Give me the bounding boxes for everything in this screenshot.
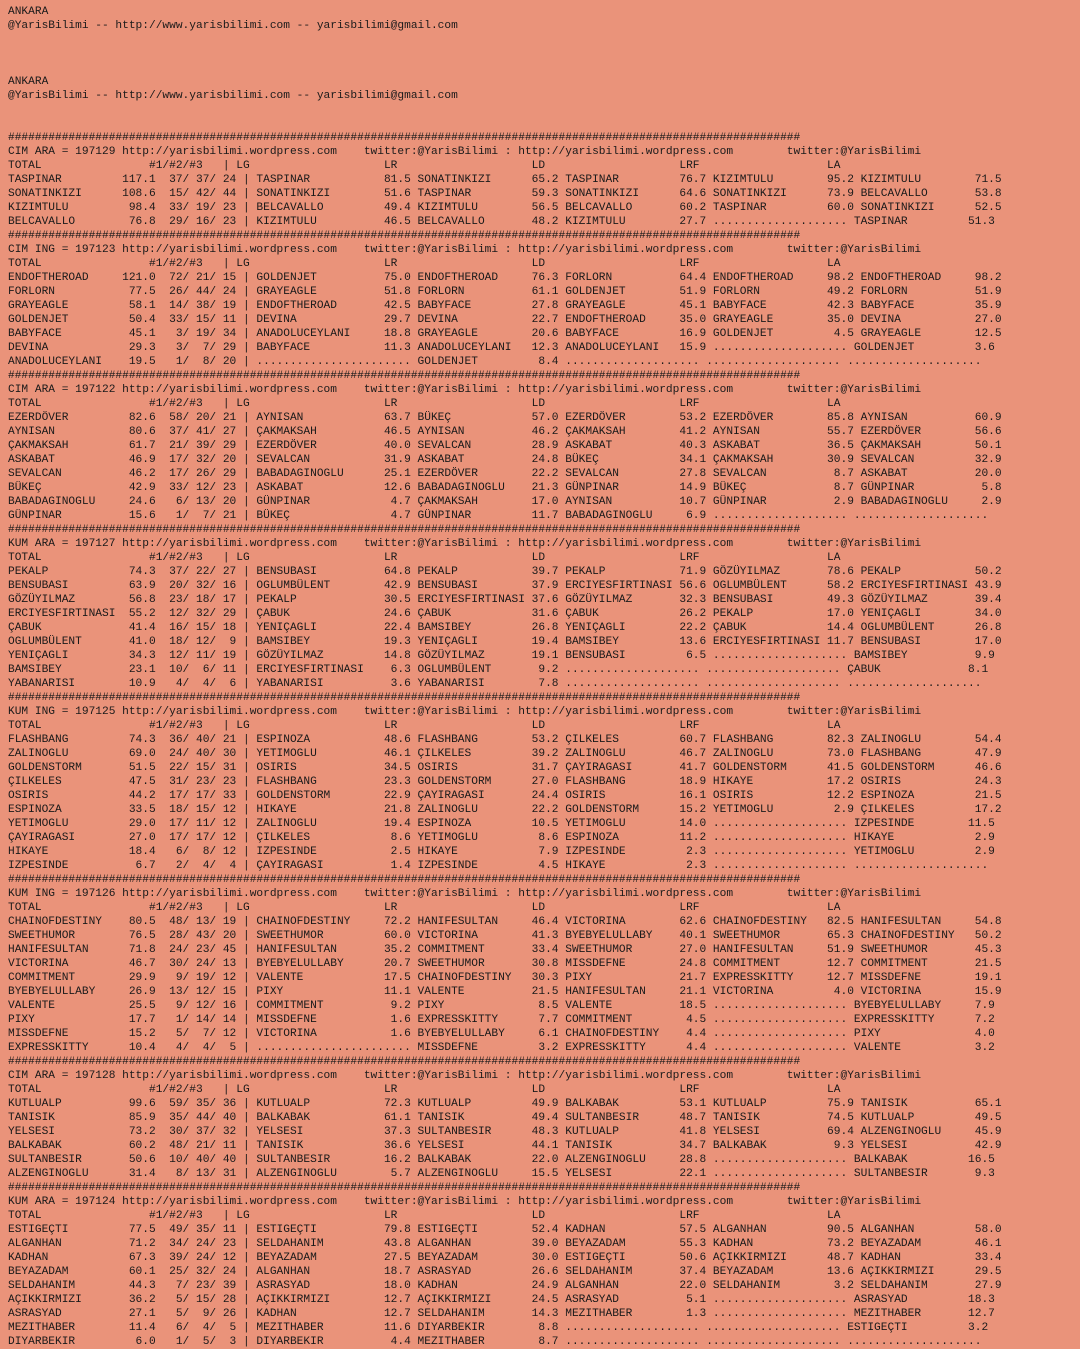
race-header-line: CIM ARA = 197129 http://yarisbilimi.wordpress.com twitter:@YarisBilimi : http://yarisbilimi.wordpress.com twitter:@YarisBilimi [8, 146, 922, 158]
horse-row: BABADAGINOGLU 24.6 6/ 13/ 20 | GÜNPINAR 4.7 ÇAKMAKSAH 17.0 AYNISAN 10.7 GÜNPINAR 2.9 BABADAGINOGLU 2.9 [8, 496, 1002, 508]
horse-row: PIXY 17.7 1/ 14/ 14 | MISSDEFNE 1.6 EXPRESSKITTY 7.7 COMMITMENT 4.5 .................... EXPRESSKITTY 7.2 [8, 1014, 995, 1026]
horse-row: ÇAYIRAGASI 27.0 17/ 17/ 12 | ÇILKELES 8.6 YETIMOGLU 8.6 ESPINOZA 11.2 .................... HIKAYE 2.9 [8, 832, 995, 844]
blank-line [8, 33, 1080, 47]
horse-row: MEZITHABER 11.4 6/ 4/ 5 | MEZITHABER 11.6 DIYARBEKIR 8.8 .................... .................... ESTIGEÇTI 3.2 [8, 1322, 989, 1334]
horse-row: CHAINOFDESTINY 80.5 48/ 13/ 19 | CHAINOFDESTINY 72.2 HANIFESULTAN 46.4 VICTORINA 62.6 CHAINOFDESTINY 82.5 HANIFESULTAN 54.8 [8, 916, 1002, 928]
separator-line: ###################################################################################################################### [8, 874, 801, 886]
horse-row: ASKABAT 46.9 17/ 32/ 20 | SEVALCAN 31.9 ASKABAT 24.8 BÜKEÇ 34.1 ÇAKMAKSAH 30.9 SEVALCAN 32.9 [8, 454, 1002, 466]
horse-row: GOLDENSTORM 51.5 22/ 15/ 31 | OSIRIS 34.5 OSIRIS 31.7 ÇAYIRAGASI 41.7 GOLDENSTORM 41.5 GOLDENSTORM 46.6 [8, 762, 1002, 774]
horse-row: TANISIK 85.9 35/ 44/ 40 | BALKABAK 61.1 TANISIK 49.4 SULTANBESIR 48.7 TANISIK 74.5 KUTLUALP 49.5 [8, 1112, 1002, 1124]
horse-row: ZALINOGLU 69.0 24/ 40/ 30 | YETIMOGLU 46.1 ÇILKELES 39.2 ZALINOGLU 46.7 ZALINOGLU 73.0 FLASHBANG 47.9 [8, 748, 1002, 760]
horse-row: IZPESINDE 6.7 2/ 4/ 4 | ÇAYIRAGASI 1.4 IZPESINDE 4.5 HIKAYE 2.3 .................... .................... [8, 860, 989, 872]
horse-row: SULTANBESIR 50.6 10/ 40/ 40 | SULTANBESIR 16.2 BALKABAK 22.0 ALZENGINOGLU 28.8 .................... BALKABAK 16.5 [8, 1154, 995, 1166]
horse-row: SEVALCAN 46.2 17/ 26/ 29 | BABADAGINOGLU 25.1 EZERDÖVER 22.2 SEVALCAN 27.8 SEVALCAN 8.7 ASKABAT 20.0 [8, 468, 1002, 480]
horse-row: GÖZÜYILMAZ 56.8 23/ 18/ 17 | PEKALP 30.5 ERCIYESFIRTINASI 37.6 GÖZÜYILMAZ 32.3 BENSUBASI 49.3 GÖZÜYILMAZ 39.4 [8, 594, 1002, 606]
separator-line: ###################################################################################################################### [8, 524, 801, 536]
horse-row: SELDAHANIM 44.3 7/ 23/ 39 | ASRASYAD 18.0 KADHAN 24.9 ALGANHAN 22.0 SELDAHANIM 3.2 SELDAHANIM 27.9 [8, 1280, 1002, 1292]
horse-row: VICTORINA 46.7 30/ 24/ 13 | BYEBYELULLABY 20.7 SWEETHUMOR 30.8 MISSDEFNE 24.8 COMMITMENT 12.7 COMMITMENT 21.5 [8, 958, 1002, 970]
blank-line [8, 117, 1080, 131]
horse-row: ÇABUK 41.4 16/ 15/ 18 | YENIÇAGLI 22.4 BAMSIBEY 26.8 YENIÇAGLI 22.2 ÇABUK 14.4 OGLUMBÜLENT 26.8 [8, 622, 1002, 634]
column-header-line: TOTAL #1/#2/#3 | LG LR LD LRF LA [8, 552, 841, 564]
horse-row: HANIFESULTAN 71.8 24/ 23/ 45 | HANIFESULTAN 35.2 COMMITMENT 33.4 SWEETHUMOR 27.0 HANIFESULTAN 51.9 SWEETHUMOR 45.3 [8, 944, 1002, 956]
title-line: @YarisBilimi -- http://www.yarisbilimi.com -- yarisbilimi@gmail.com [8, 90, 458, 102]
horse-row: SONATINKIZI 108.6 15/ 42/ 44 | SONATINKIZI 51.6 TASPINAR 59.3 SONATINKIZI 64.6 SONATINKIZI 73.9 BELCAVALLO 53.8 [8, 188, 1002, 200]
horse-row: BEYAZADAM 60.1 25/ 32/ 24 | ALGANHAN 18.7 ASRASYAD 26.6 SELDAHANIM 37.4 BEYAZADAM 13.6 AÇIKKIRMIZI 29.5 [8, 1266, 1002, 1278]
separator-line: ###################################################################################################################### [8, 692, 801, 704]
horse-row: PEKALP 74.3 37/ 22/ 27 | BENSUBASI 64.8 PEKALP 39.7 PEKALP 71.9 GÖZÜYILMAZ 78.6 PEKALP 50.2 [8, 566, 1002, 578]
separator-line: ###################################################################################################################### [8, 230, 801, 242]
horse-row: BABYFACE 45.1 3/ 19/ 34 | ANADOLUCEYLANI 18.8 GRAYEAGLE 20.6 BABYFACE 16.9 GOLDENJET 4.5 GRAYEAGLE 12.5 [8, 328, 1002, 340]
horse-row: YELSESI 73.2 30/ 37/ 32 | YELSESI 37.3 SULTANBESIR 48.3 KUTLUALP 41.8 YELSESI 69.4 ALZENGINOGLU 45.9 [8, 1126, 1002, 1138]
horse-row: AÇIKKIRMIZI 36.2 5/ 15/ 28 | AÇIKKIRMIZI 12.7 AÇIKKIRMIZI 24.5 ASRASYAD 5.1 .................... ASRASYAD 18.3 [8, 1294, 995, 1306]
horse-row: KUTLUALP 99.6 59/ 35/ 36 | KUTLUALP 72.3 KUTLUALP 49.9 BALKABAK 53.1 KUTLUALP 75.9 TANISIK 65.1 [8, 1098, 1002, 1110]
title-line: ANKARA [8, 6, 49, 18]
horse-row: ENDOFTHEROAD 121.0 72/ 21/ 15 | GOLDENJET 75.0 ENDOFTHEROAD 76.3 FORLORN 64.4 ENDOFTHEROAD 98.2 ENDOFTHEROAD 98.2 [8, 272, 1002, 284]
horse-row: YENIÇAGLI 34.3 12/ 11/ 19 | GÖZÜYILMAZ 14.8 GÖZÜYILMAZ 19.1 BENSUBASI 6.5 .................... BAMSIBEY 9.9 [8, 650, 995, 662]
race-header-line: KUM ARA = 197127 http://yarisbilimi.wordpress.com twitter:@YarisBilimi : http://yarisbilimi.wordpress.com twitter:@YarisBilimi [8, 538, 922, 550]
race-header-line: CIM ING = 197123 http://yarisbilimi.wordpress.com twitter:@YarisBilimi : http://yarisbilimi.wordpress.com twitter:@YarisBilimi [8, 244, 922, 256]
horse-row: BYEBYELULLABY 26.9 13/ 12/ 15 | PIXY 11.1 VALENTE 21.5 HANIFESULTAN 21.1 VICTORINA 4.0 VICTORINA 15.9 [8, 986, 1002, 998]
horse-row: YETIMOGLU 29.0 17/ 11/ 12 | ZALINOGLU 19.4 ESPINOZA 10.5 YETIMOGLU 14.0 .................... IZPESINDE 11.5 [8, 818, 995, 830]
horse-row: OSIRIS 44.2 17/ 17/ 33 | GOLDENSTORM 22.9 ÇAYIRAGASI 24.4 OSIRIS 16.1 OSIRIS 12.2 ESPINOZA 21.5 [8, 790, 1002, 802]
horse-row: GÜNPINAR 15.6 1/ 7/ 21 | BÜKEÇ 4.7 GÜNPINAR 11.7 BABADAGINOGLU 6.9 .................... .................... [8, 510, 989, 522]
horse-row: BALKABAK 60.2 48/ 21/ 11 | TANISIK 36.6 YELSESI 44.1 TANISIK 34.7 BALKABAK 9.3 YELSESI 42.9 [8, 1140, 1002, 1152]
horse-row: DEVINA 29.3 3/ 7/ 29 | BABYFACE 11.3 ANADOLUCEYLANI 12.3 ANADOLUCEYLANI 15.9 .................... GOLDENJET 3.6 [8, 342, 995, 354]
horse-row: BENSUBASI 63.9 20/ 32/ 16 | OGLUMBÜLENT 42.9 BENSUBASI 37.9 ERCIYESFIRTINASI 56.6 OGLUMBÜLENT 58.2 ERCIYESFIRTINASI 43.9 [8, 580, 1002, 592]
horse-row: GOLDENJET 50.4 33/ 15/ 11 | DEVINA 29.7 DEVINA 22.7 ENDOFTHEROAD 35.0 GRAYEAGLE 35.0 DEVINA 27.0 [8, 314, 1002, 326]
horse-row: TASPINAR 117.1 37/ 37/ 24 | TASPINAR 81.5 SONATINKIZI 65.2 TASPINAR 76.7 KIZIMTULU 95.2 KIZIMTULU 71.5 [8, 174, 1002, 186]
horse-row: GRAYEAGLE 58.1 14/ 38/ 19 | ENDOFTHEROAD 42.5 BABYFACE 27.8 GRAYEAGLE 45.1 BABYFACE 42.3 BABYFACE 35.9 [8, 300, 1002, 312]
horse-row: EZERDÖVER 82.6 58/ 20/ 21 | AYNISAN 63.7 BÜKEÇ 57.0 EZERDÖVER 53.2 EZERDÖVER 85.8 AYNISAN 60.9 [8, 412, 1002, 424]
race-header-line: KUM ARA = 197124 http://yarisbilimi.wordpress.com twitter:@YarisBilimi : http://yarisbilimi.wordpress.com twitter:@YarisBilimi [8, 1196, 922, 1208]
horse-row: FLASHBANG 74.3 36/ 40/ 21 | ESPINOZA 48.6 FLASHBANG 53.2 ÇILKELES 60.7 FLASHBANG 82.3 ZALINOGLU 54.4 [8, 734, 1002, 746]
horse-row: BELCAVALLO 76.8 29/ 16/ 23 | KIZIMTULU 46.5 BELCAVALLO 48.2 KIZIMTULU 27.7 .................... TASPINAR 51.3 [8, 216, 995, 228]
horse-row: ASRASYAD 27.1 5/ 9/ 26 | KADHAN 12.7 SELDAHANIM 14.3 MEZITHABER 1.3 .................... MEZITHABER 12.7 [8, 1308, 995, 1320]
horse-row: VALENTE 25.5 9/ 12/ 16 | COMMITMENT 9.2 PIXY 8.5 VALENTE 18.5 .................... BYEBYELULLABY 7.9 [8, 1000, 995, 1012]
column-header-line: TOTAL #1/#2/#3 | LG LR LD LRF LA [8, 160, 841, 172]
column-header-line: TOTAL #1/#2/#3 | LG LR LD LRF LA [8, 1210, 841, 1222]
column-header-line: TOTAL #1/#2/#3 | LG LR LD LRF LA [8, 258, 841, 270]
horse-row: BÜKEÇ 42.9 33/ 12/ 23 | ASKABAT 12.6 BABADAGINOGLU 21.3 GÜNPINAR 14.9 BÜKEÇ 8.7 GÜNPINAR 5.8 [8, 482, 1002, 494]
horse-row: ESPINOZA 33.5 18/ 15/ 12 | HIKAYE 21.8 ZALINOGLU 22.2 GOLDENSTORM 15.2 YETIMOGLU 2.9 ÇILKELES 17.2 [8, 804, 1002, 816]
horse-row: ANADOLUCEYLANI 19.5 1/ 8/ 20 | ....................... GOLDENJET 8.4 .................... .................... .................... [8, 356, 982, 368]
horse-row: ÇAKMAKSAH 61.7 21/ 39/ 29 | EZERDÖVER 40.0 SEVALCAN 28.9 ASKABAT 40.3 ASKABAT 36.5 ÇAKMAKSAH 50.1 [8, 440, 1002, 452]
horse-row: HIKAYE 18.4 6/ 8/ 12 | IZPESINDE 2.5 HIKAYE 7.9 IZPESINDE 2.3 .................... YETIMOGLU 2.9 [8, 846, 995, 858]
horse-row: ALZENGINOGLU 31.4 8/ 13/ 31 | ALZENGINOGLU 5.7 ALZENGINOGLU 15.5 YELSESI 22.1 .................... SULTANBESIR 9.3 [8, 1168, 995, 1180]
horse-row: BAMSIBEY 23.1 10/ 6/ 11 | ERCIYESFIRTINASI 6.3 OGLUMBÜLENT 9.2 .................... .................... ÇABUK 8.1 [8, 664, 989, 676]
horse-row: ALGANHAN 71.2 34/ 24/ 23 | SELDAHANIM 43.8 ALGANHAN 39.0 BEYAZADAM 55.3 KADHAN 73.2 BEYAZADAM 46.1 [8, 1238, 1002, 1250]
separator-line: ###################################################################################################################### [8, 1182, 801, 1194]
race-header-line: CIM ARA = 197122 http://yarisbilimi.wordpress.com twitter:@YarisBilimi : http://yarisbilimi.wordpress.com twitter:@YarisBilimi [8, 384, 922, 396]
race-header-line: CIM ARA = 197128 http://yarisbilimi.wordpress.com twitter:@YarisBilimi : http://yarisbilimi.wordpress.com twitter:@YarisBilimi [8, 1070, 922, 1082]
horse-row: KADHAN 67.3 39/ 24/ 12 | BEYAZADAM 27.5 BEYAZADAM 30.0 ESTIGEÇTI 50.6 AÇIKKIRMIZI 48.7 KADHAN 33.4 [8, 1252, 1002, 1264]
blank-line [8, 61, 1080, 75]
column-header-line: TOTAL #1/#2/#3 | LG LR LD LRF LA [8, 1084, 841, 1096]
horse-row: ESTIGEÇTI 77.5 49/ 35/ 11 | ESTIGEÇTI 79.8 ESTIGEÇTI 52.4 KADHAN 57.5 ALGANHAN 90.5 ALGANHAN 58.0 [8, 1224, 1002, 1236]
horse-row: FORLORN 77.5 26/ 44/ 24 | GRAYEAGLE 51.8 FORLORN 61.1 GOLDENJET 51.9 FORLORN 49.2 FORLORN 51.9 [8, 286, 1002, 298]
separator-line: ###################################################################################################################### [8, 370, 801, 382]
title-line: ANKARA [8, 76, 49, 88]
horse-row: ÇILKELES 47.5 31/ 23/ 23 | FLASHBANG 23.3 GOLDENSTORM 27.0 FLASHBANG 18.9 HIKAYE 17.2 OSIRIS 24.3 [8, 776, 1002, 788]
blank-line [8, 103, 1080, 117]
separator-line: ###################################################################################################################### [8, 132, 801, 144]
horse-row: EXPRESSKITTY 10.4 4/ 4/ 5 | ....................... MISSDEFNE 3.2 EXPRESSKITTY 4.4 .................... VALENTE 3.2 [8, 1042, 995, 1054]
horse-row: COMMITMENT 29.9 9/ 19/ 12 | VALENTE 17.5 CHAINOFDESTINY 30.3 PIXY 21.7 EXPRESSKITTY 12.7 MISSDEFNE 19.1 [8, 972, 1002, 984]
separator-line: ###################################################################################################################### [8, 1056, 801, 1068]
blank-line [8, 47, 1080, 61]
horse-row: YABANARISI 10.9 4/ 4/ 6 | YABANARISI 3.6 YABANARISI 7.8 .................... .................... .................... [8, 678, 982, 690]
horse-row: DIYARBEKIR 6.0 1/ 5/ 3 | DIYARBEKIR 4.4 MEZITHABER 8.7 .................... .................... .................... [8, 1336, 982, 1348]
horse-row: OGLUMBÜLENT 41.0 18/ 12/ 9 | BAMSIBEY 19.3 YENIÇAGLI 19.4 BAMSIBEY 13.6 ERCIYESFIRTINASI 11.7 BENSUBASI 17.0 [8, 636, 1002, 648]
race-header-line: KUM ING = 197125 http://yarisbilimi.wordpress.com twitter:@YarisBilimi : http://yarisbilimi.wordpress.com twitter:@YarisBilimi [8, 706, 922, 718]
race-header-line: KUM ING = 197126 http://yarisbilimi.wordpress.com twitter:@YarisBilimi : http://yarisbilimi.wordpress.com twitter:@YarisBilimi [8, 888, 922, 900]
column-header-line: TOTAL #1/#2/#3 | LG LR LD LRF LA [8, 902, 841, 914]
horse-row: MISSDEFNE 15.2 5/ 7/ 12 | VICTORINA 1.6 BYEBYELULLABY 6.1 CHAINOFDESTINY 4.4 .................... PIXY 4.0 [8, 1028, 995, 1040]
horse-row: SWEETHUMOR 76.5 28/ 43/ 20 | SWEETHUMOR 60.0 VICTORINA 41.3 BYEBYELULLABY 40.1 SWEETHUMOR 65.3 CHAINOFDESTINY 50.2 [8, 930, 1002, 942]
horse-row: KIZIMTULU 98.4 33/ 19/ 23 | BELCAVALLO 49.4 KIZIMTULU 56.5 BELCAVALLO 60.2 TASPINAR 60.0 SONATINKIZI 52.5 [8, 202, 1002, 214]
column-header-line: TOTAL #1/#2/#3 | LG LR LD LRF LA [8, 398, 841, 410]
horse-row: ERCIYESFIRTINASI 55.2 12/ 32/ 29 | ÇABUK 24.6 ÇABUK 31.6 ÇABUK 26.2 PEKALP 17.0 YENIÇAGLI 34.0 [8, 608, 1002, 620]
horse-row: AYNISAN 80.6 37/ 41/ 27 | ÇAKMAKSAH 46.5 AYNISAN 46.2 ÇAKMAKSAH 41.2 AYNISAN 55.7 EZERDÖVER 56.6 [8, 426, 1002, 438]
title-line: @YarisBilimi -- http://www.yarisbilimi.com -- yarisbilimi@gmail.com [8, 20, 458, 32]
column-header-line: TOTAL #1/#2/#3 | LG LR LD LRF LA [8, 720, 841, 732]
